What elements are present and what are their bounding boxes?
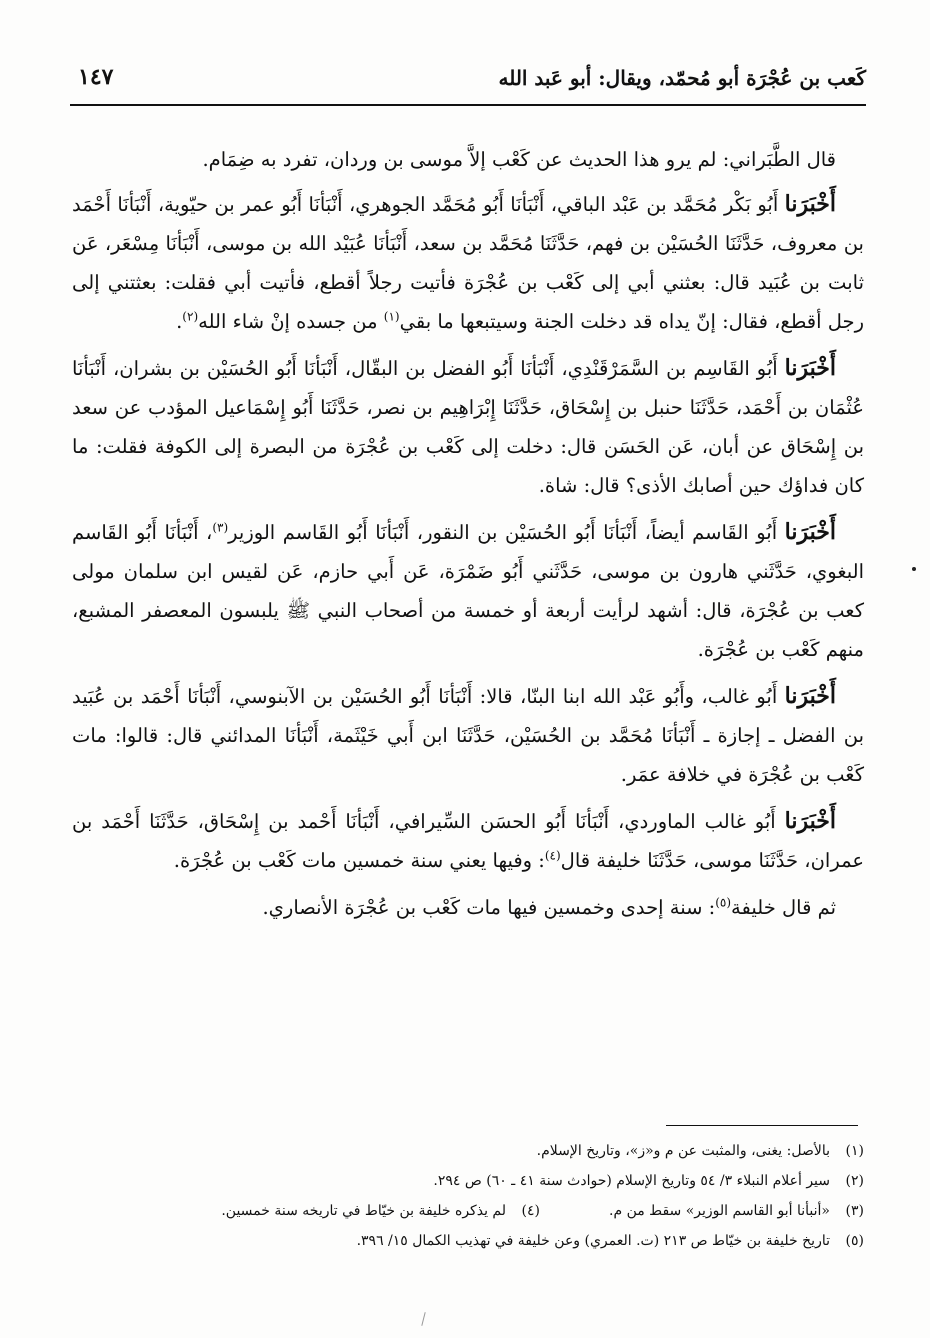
akhbarana-lead: أَخْبَرَنا [784, 683, 836, 709]
footnote-text: تاريخ خليفة بن خيّاط ص ٢١٣ (ت. العمري) وعن خليفة في تهذيب الكمال ١٥/ ٣٩٦. [356, 1233, 830, 1249]
paragraph-4 [72, 513, 864, 669]
paragraph-text: أَبُو غالب، وأَبُو عَبْد الله ابنا البنّا، قالا: أَنْبَأنَا أَبُو الحُسَيْن بن الآبنوسي، أَنْبَأنَا أَحْمَد بن عُبَيد بن الفضل ـ إجازة ـ أَنْبَأنَا مُحَمَّد بن الحُسَيْن، حَدَّثَنَا ابن أَبي خَيْثَمة، أَنْبَأنَا المدائني قال: قالوا: مات كَعْب بن عُجْرَة في خلافة عمَر. [72, 685, 864, 786]
footnote-1 [72, 1136, 864, 1166]
paragraph-text: . [176, 310, 183, 333]
footnote-ref-2[interactable]: (٢) [182, 309, 199, 324]
paragraph-2 [72, 185, 864, 341]
footnote-ref-4[interactable]: (٤) [544, 848, 561, 863]
paragraph-text: أَبُو القَاسِم بن السَّمَرْقَنْدِي، أَنْبَأنَا أَبُو الفضل بن البقّال، أَنْبَأنَا أَبُو الحُسَيْن بن بشران، أَنْبَأنَا عُثْمَان بن أَحْمَد، حَدَّثَنَا حنبل بن إِسْحَاق، حَدَّثَنَا إِبْرَاهِيم بن نصر، حَدَّثَنَا أَبُو إِسْمَاعيل المؤدب عن سعد بن إِسْحَاق عن أبان، عَن الحَسَن قال: دخلت إلى كَعْب بن عُجْرَة من البصرة إلى الكوفة فقلت: ما كان فداؤك حين أصابك الأذى؟ قال: شاة. [72, 357, 864, 497]
footnote-number: (٥) [845, 1233, 864, 1249]
footnote-5 [72, 1226, 864, 1256]
footnote-number: (٣) [845, 1203, 864, 1219]
paragraph-text: ثم قال خليفة [731, 896, 836, 919]
akhbarana-lead: أَخْبَرَنا [784, 808, 836, 834]
footnote-ref-3[interactable]: (٣) [212, 520, 229, 535]
footnote-number: (٢) [845, 1173, 864, 1189]
paragraph-6 [72, 802, 864, 880]
page-header [70, 58, 866, 102]
footnote-number: (١) [845, 1143, 864, 1159]
footnote-2 [72, 1166, 864, 1196]
footnote-3-4 [72, 1196, 864, 1226]
akhbarana-lead: أَخْبَرَنا [784, 355, 836, 381]
footnote-text: سير أعلام النبلاء ٣/ ٥٤ وتاريخ الإسلام (حوادث سنة ٤١ ـ ٦٠) ص ٢٩٤. [433, 1173, 830, 1189]
running-title: كَعب بن عُجْرَة أبو مُحمّد، ويقال: أبو عَبد الله [498, 66, 866, 90]
paragraph-text: من جسده إنْ شاء الله [198, 310, 384, 333]
paragraph-7 [72, 888, 864, 927]
akhbarana-lead: أَخْبَرَنا [784, 519, 836, 545]
margin-dot [912, 567, 916, 571]
scan-mark [421, 1312, 425, 1326]
header-rule [70, 104, 866, 106]
footnote-number: (٤) [521, 1203, 540, 1219]
paragraph-3 [72, 349, 864, 505]
akhbarana-lead: أَخْبَرَنا [784, 191, 836, 217]
paragraph-5 [72, 677, 864, 794]
paragraph-text: : سنة إحدى وخمسين فيها مات كَعْب بن عُجْرَة الأنصاري. [262, 896, 716, 919]
paragraph-text: أَبُو القَاسم أيضاً، أَنْبَأنَا أَبُو الحُسَيْن بن النقور، أَنْبَأنَا أَبُو القَاسم الوزير [228, 521, 785, 544]
footnote-text: بالأصل: يغنى، والمثبت عن م و«ز»، وتاريخ الإسلام. [536, 1143, 830, 1159]
paragraph-1: قال الطَّبَراني: لم يرو هذا الحديث عن كَعْب إلاَّ موسى بن وردان، تفرد به ضِمَام. [202, 148, 836, 171]
footnotes [72, 1136, 864, 1256]
paragraph-text: أَبُو غالب الماوردي، أَنْبَأنَا أَبُو الحسَن السِّيرافي، أَنْبَأنَا أَحْمد بن إِسْحَاق، حَدَّثَنَا أَحْمَد بن عمران، حَدَّثَنَا موسى، حَدَّثَنَا خليفة قال [72, 810, 864, 872]
main-text [72, 140, 864, 935]
footnote-ref-5[interactable]: (٥) [715, 895, 732, 910]
footnote-ref-1[interactable]: (١) [383, 309, 400, 324]
footnote-text: لم يذكره خليفة بن خيّاط في تاريخه سنة خمسين. [221, 1203, 506, 1219]
footnote-text: «أنبأنا أبو القاسم الوزير» سقط من م. [609, 1203, 830, 1219]
page-number: ١٤٧ [78, 64, 114, 90]
paragraph-text: أَبُو بَكْر مُحَمَّد بن عَبْد الباقي، أَنْبَأنَا أَبُو مُحَمَّد الجوهري، أَنْبَأنَا أَبُو عمر بن حيّوية، أَنْبَأنَا أَحْمَد بن معروف، حَدَّثَنَا الحُسَيْن بن فهم، حَدَّثَنَا مُحَمَّد بن سعد، أَنْبَأنَا عُبَيْد الله بن موسى، أَنْبَأنَا مِسْعَر، عَن ثابت بن عُبَيد قال: بعثني أبي إلى كَعْب بن عُجْرَة فأتيت رجلاً أقطع، فأتيت أبي فقلت: بعثتني إلى رجل أقطع، فقال: إنّ يداه قد دخلت الجنة وسيتبعها ما بقي [72, 193, 864, 333]
footnote-rule [666, 1125, 858, 1126]
paragraph-text: : وفيها يعني سنة خمسين مات كَعْب بن عُجْرَة. [173, 849, 545, 872]
paragraph-text: ، أَنْبَأنَا أَبُو القَاسم البغوي، حَدَّثَني هارون بن موسى، حَدَّثَني أَبُو ضَمْرَة، عَن أَبي حازم، عَن لقيس ابن سلمان مولى كعب بن عُجْرَة، قال: أشهد لرأيت أربعة أو خمسة من أصحاب النبي ﷺ يلبسون المعصفر المشبع، منهم كَعْب بن عُجْرَة. [72, 521, 864, 661]
